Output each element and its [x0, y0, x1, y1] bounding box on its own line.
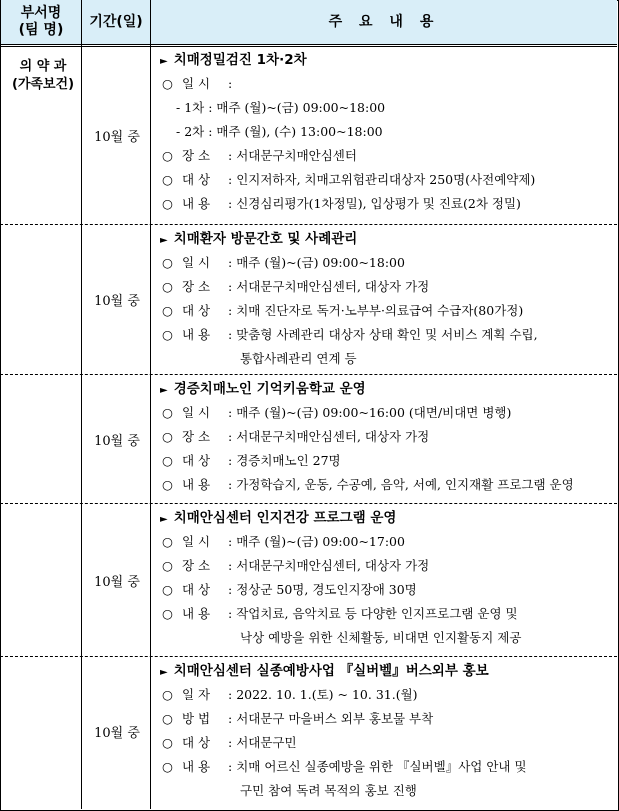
detail-line: [152, 275, 614, 299]
detail-line: [152, 554, 614, 578]
detail-label: 장 소: [182, 148, 211, 163]
detail-label: 일 자: [182, 687, 211, 702]
detail-line: [152, 323, 614, 347]
col-divider-1: [81, 0, 82, 809]
detail-label: 대 상: [182, 303, 211, 318]
bullet-icon: ○: [162, 279, 173, 294]
arrow-icon: ►: [160, 385, 168, 396]
section-content: [152, 506, 614, 650]
colon: :: [228, 172, 233, 187]
detail-text: 매주 (월)~(금) 09:00~18:00: [232, 255, 405, 270]
detail-text: 서대문구 마을버스 외부 홍보물 부착: [232, 711, 434, 726]
colon: :: [228, 534, 233, 549]
colon: :: [228, 255, 233, 270]
bullet-icon: ○: [162, 453, 173, 468]
detail-text: 작업치료, 음악치료 등 다양한 인지프로그램 운영 및: [232, 606, 518, 621]
detail-line: [152, 144, 614, 168]
detail-line: [152, 72, 614, 96]
detail-text: 경증치매노인 27명: [232, 453, 341, 468]
section-title: [152, 659, 614, 683]
detail-text: 서대문구치매안심센터, 대상자 가정: [232, 429, 430, 444]
colon: :: [228, 429, 233, 444]
bullet-icon: ○: [162, 759, 173, 774]
detail-text: 치매 어르신 실종예방을 위한 『실버벨』사업 안내 및: [232, 759, 527, 774]
section-title-text: 치매정밀검진 1차·2차: [173, 52, 307, 68]
section-title: [152, 506, 614, 530]
detail-line: [152, 707, 614, 731]
detail-text: 서대문구치매안심센터, 대상자 가정: [232, 279, 430, 294]
colon: :: [228, 606, 233, 621]
detail-label: 대 상: [182, 735, 211, 750]
arrow-icon: ►: [160, 56, 168, 67]
detail-line: [152, 299, 614, 323]
detail-label: 방 법: [182, 711, 211, 726]
col-divider-2: [150, 0, 151, 809]
detail-label: 내 용: [182, 606, 211, 621]
section-title-text: 경증치매노인 기억키움학교 운영: [173, 381, 366, 397]
detail-line: [152, 251, 614, 275]
colon: :: [228, 711, 233, 726]
bullet-icon: ○: [162, 534, 173, 549]
header-divider: [0, 44, 617, 47]
bullet-icon: ○: [162, 711, 173, 726]
bullet-icon: ○: [162, 558, 173, 573]
bullet-icon: ○: [162, 255, 173, 270]
bullet-icon: ○: [162, 172, 173, 187]
colon: :: [228, 735, 233, 750]
colon: :: [228, 453, 233, 468]
period-cell: 10월 중: [94, 575, 140, 590]
colon: :: [228, 196, 233, 211]
detail-label: 내 용: [182, 477, 211, 492]
section-content: [152, 659, 614, 803]
detail-text: 치매 진단자로 독거·노부부·의료급여 수급자(80가정): [232, 303, 524, 318]
detail-line: [152, 473, 614, 497]
row-divider-1: [0, 224, 617, 225]
bullet-icon: ○: [162, 606, 173, 621]
detail-label: 일 시: [182, 76, 211, 91]
bullet-icon: ○: [162, 76, 173, 91]
header-dept: 부서명 (팀 명): [1, 0, 81, 44]
section-title: [152, 227, 614, 251]
detail-continuation: 낙상 예방을 위한 신체활동, 비대면 인지활동지 제공: [240, 630, 522, 645]
detail-label: 대 상: [182, 453, 211, 468]
detail-text: 맞춤형 사례관리 대상자 상태 확인 및 서비스 계획 수립,: [232, 327, 538, 342]
detail-text: 서대문구치매안심센터: [232, 148, 357, 163]
section-title-text: 치매안심센터 실종예방사업 『실버벨』버스외부 홍보: [173, 663, 489, 679]
detail-text: 2022. 10. 1.(토) ~ 10. 31.(월): [232, 687, 418, 702]
detail-line: [152, 602, 614, 626]
detail-label: 일 시: [182, 534, 211, 549]
colon: :: [228, 303, 233, 318]
colon: :: [228, 687, 233, 702]
colon: :: [228, 405, 233, 420]
section-content: [152, 377, 614, 497]
bullet-icon: ○: [162, 582, 173, 597]
bullet-icon: ○: [162, 196, 173, 211]
detail-text: 매주 (월)~(금) 09:00~17:00: [232, 534, 405, 549]
detail-label: 내 용: [182, 196, 211, 211]
detail-line: [152, 401, 614, 425]
detail-label: 일 시: [182, 255, 211, 270]
detail-label: 대 상: [182, 172, 211, 187]
bullet-icon: ○: [162, 735, 173, 750]
detail-subline: - 2차 : 매주 (월), (수) 13:00~18:00: [176, 124, 383, 139]
bullet-icon: ○: [162, 429, 173, 444]
detail-line: [152, 192, 614, 216]
row-divider-2: [0, 374, 617, 375]
period-cell: 10월 중: [94, 434, 140, 449]
section-title-text: 치매환자 방문간호 및 사례관리: [173, 231, 358, 247]
detail-label: 내 용: [182, 327, 211, 342]
bullet-icon: ○: [162, 303, 173, 318]
arrow-icon: ►: [160, 514, 168, 525]
detail-text: 정상군 50명, 경도인지장애 30명: [232, 582, 417, 597]
bullet-icon: ○: [162, 405, 173, 420]
detail-text: 매주 (월)~(금) 09:00~16:00 (대면/비대면 병행): [232, 405, 512, 420]
section-title-text: 치매안심센터 인지건강 프로그램 운영: [173, 510, 397, 526]
section-content: [152, 227, 614, 371]
colon: :: [228, 327, 233, 342]
period-cell: 10월 중: [94, 726, 140, 741]
detail-line: [152, 168, 614, 192]
section-title: [152, 377, 614, 401]
row-divider-3: [0, 503, 617, 504]
colon: :: [228, 759, 233, 774]
detail-label: 내 용: [182, 759, 211, 774]
detail-line: [152, 683, 614, 707]
detail-text: 신경심리평가(1차정밀), 입상평가 및 진료(2차 정밀): [232, 196, 521, 211]
arrow-icon: ►: [160, 235, 168, 246]
detail-text: 서대문구치매안심센터, 대상자 가정: [232, 558, 430, 573]
colon: :: [228, 558, 233, 573]
detail-continuation: 통합사례관리 연계 등: [240, 351, 357, 366]
colon: :: [228, 76, 233, 91]
detail-line: [152, 449, 614, 473]
detail-line: [152, 755, 614, 779]
bullet-icon: ○: [162, 148, 173, 163]
colon: :: [228, 279, 233, 294]
detail-line: [152, 425, 614, 449]
detail-label: 장 소: [182, 279, 211, 294]
department-name: 의 약 과 (가족보건): [11, 59, 75, 92]
detail-label: 장 소: [182, 558, 211, 573]
section-title: [152, 48, 614, 72]
detail-text: 인지저하자, 치매고위험관리대상자 250명(사전예약제): [232, 172, 536, 187]
arrow-icon: ►: [160, 667, 168, 678]
bullet-icon: ○: [162, 687, 173, 702]
header-period: 기간(일): [82, 0, 150, 44]
detail-line: [152, 530, 614, 554]
colon: :: [228, 148, 233, 163]
detail-line: [152, 731, 614, 755]
period-cell: 10월 중: [94, 130, 140, 145]
detail-line: [152, 578, 614, 602]
bullet-icon: ○: [162, 327, 173, 342]
detail-label: 일 시: [182, 405, 211, 420]
detail-continuation: 구민 참여 독려 목적의 홍보 진행: [240, 783, 417, 798]
bullet-icon: ○: [162, 477, 173, 492]
header-content: 주 요 내 용: [151, 0, 617, 44]
section-content: [152, 48, 614, 216]
row-divider-4: [0, 656, 617, 657]
detail-subline: - 1차 : 매주 (월)~(금) 09:00~18:00: [176, 100, 386, 115]
colon: :: [228, 477, 233, 492]
detail-text: 서대문구민: [232, 735, 297, 750]
period-cell: 10월 중: [94, 294, 140, 309]
detail-label: 장 소: [182, 429, 211, 444]
detail-text: 가정학습지, 운동, 수공예, 음악, 서예, 인지재활 프로그램 운영: [232, 477, 574, 492]
colon: :: [228, 582, 233, 597]
detail-label: 대 상: [182, 582, 211, 597]
